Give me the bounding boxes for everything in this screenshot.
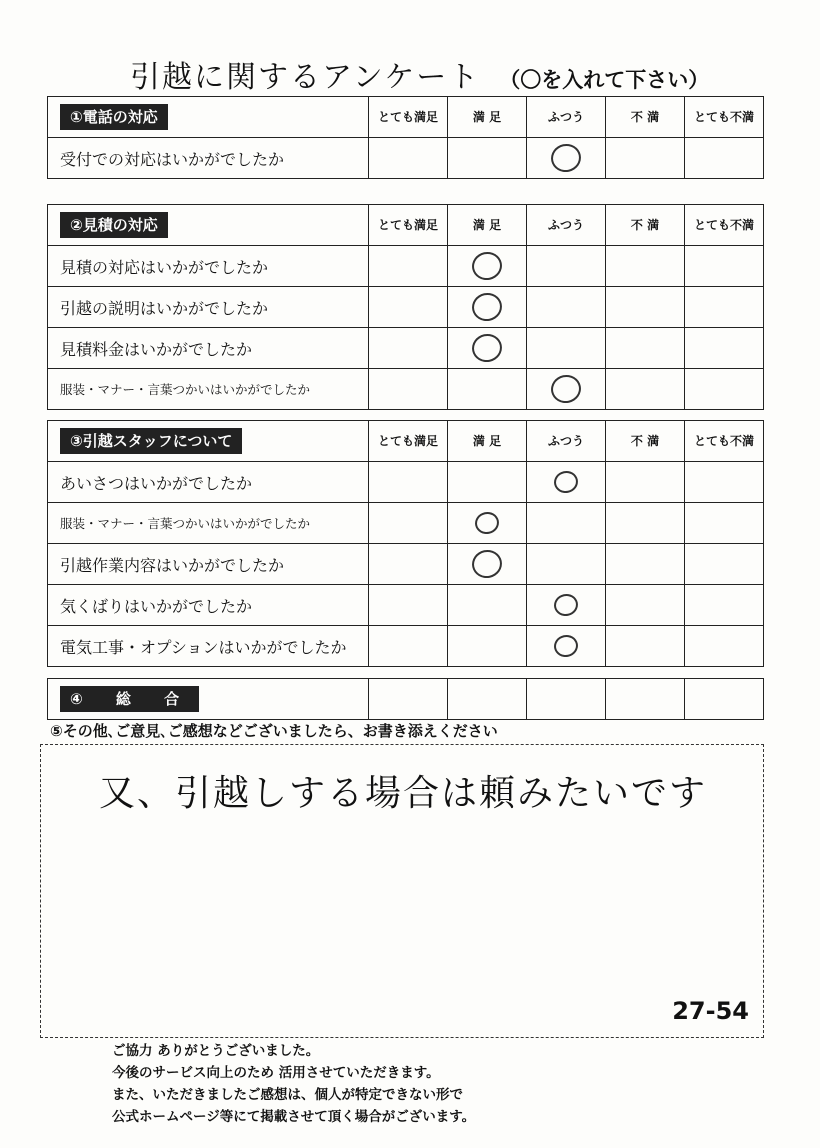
section-overall-table <box>47 678 764 720</box>
col-normal: ふつう <box>527 97 606 138</box>
answer-cell[interactable] <box>685 328 764 369</box>
answer-cell[interactable] <box>527 287 606 328</box>
col-very-dissatisfied: とても不満 <box>685 97 764 138</box>
question-row <box>48 138 764 179</box>
answer-cell[interactable] <box>606 585 685 626</box>
question-text: 受付での対応はいかがでしたか <box>48 138 369 179</box>
answer-cell[interactable] <box>527 246 606 287</box>
answer-cell[interactable] <box>448 679 527 720</box>
question-row <box>48 287 764 328</box>
circle-mark <box>469 290 504 324</box>
section-label-cell <box>48 97 369 138</box>
answer-cell[interactable] <box>685 369 764 410</box>
answer-cell[interactable] <box>606 503 685 544</box>
circle-mark <box>548 372 583 406</box>
answer-cell[interactable] <box>369 369 448 410</box>
col-normal: ふつう <box>527 205 606 246</box>
answer-cell[interactable] <box>527 328 606 369</box>
question-text: 服装・マナー・言葉つかいはいかがでしたか <box>48 503 369 544</box>
answer-cell[interactable] <box>369 287 448 328</box>
circle-mark <box>469 547 504 581</box>
answer-cell[interactable] <box>606 679 685 720</box>
section-estimate-table <box>47 204 764 410</box>
answer-cell[interactable] <box>606 626 685 667</box>
answer-cell[interactable] <box>448 287 527 328</box>
circle-mark <box>473 510 501 537</box>
section-phone-table <box>47 96 764 179</box>
footer-line: ご協力 ありがとうございました。 <box>112 1043 320 1059</box>
answer-cell[interactable] <box>527 138 606 179</box>
answer-cell[interactable] <box>448 626 527 667</box>
answer-cell[interactable] <box>448 369 527 410</box>
circle-mark <box>552 469 580 496</box>
handwritten-comment: 又、引越しする場合は頼みたいです <box>99 773 708 814</box>
question-row <box>48 503 764 544</box>
section-staff-table <box>47 420 764 667</box>
section-label: ④ 総 合 <box>60 686 199 712</box>
circle-mark <box>548 141 583 175</box>
answer-cell[interactable] <box>369 585 448 626</box>
question-text: あいさつはいかがでしたか <box>48 462 369 503</box>
footer-line: 今後のサービス向上のため 活用させていただきます。 <box>112 1065 440 1081</box>
section-header-row <box>48 205 764 246</box>
answer-cell[interactable] <box>685 246 764 287</box>
question-text: 引越作業内容はいかがでしたか <box>48 544 369 585</box>
answer-cell[interactable] <box>448 503 527 544</box>
answer-cell[interactable] <box>527 503 606 544</box>
answer-cell[interactable] <box>606 287 685 328</box>
section-label: ①電話の対応 <box>60 104 168 130</box>
answer-cell[interactable] <box>685 503 764 544</box>
answer-cell[interactable] <box>369 328 448 369</box>
answer-cell[interactable] <box>527 544 606 585</box>
answer-cell[interactable] <box>527 585 606 626</box>
col-dissatisfied: 不 満 <box>606 205 685 246</box>
question-row <box>48 328 764 369</box>
answer-cell[interactable] <box>685 287 764 328</box>
section-header-row <box>48 97 764 138</box>
answer-cell[interactable] <box>685 626 764 667</box>
answer-cell[interactable] <box>685 585 764 626</box>
circle-mark <box>469 249 504 283</box>
survey-title <box>130 52 750 95</box>
footer-line: 公式ホームページ等にて掲載させて頂く場合がございます。 <box>112 1109 476 1125</box>
circle-mark <box>552 633 580 660</box>
answer-cell[interactable] <box>527 462 606 503</box>
answer-cell[interactable] <box>369 246 448 287</box>
question-text: 電気工事・オプションはいかがでしたか <box>48 626 369 667</box>
col-very-satisfied: とても満足 <box>369 205 448 246</box>
answer-cell[interactable] <box>369 503 448 544</box>
question-row <box>48 544 764 585</box>
other-comments-title: ⑤その他､ご意見､ご感想などございましたら、お書き添えください <box>50 722 498 740</box>
col-satisfied: 満 足 <box>448 205 527 246</box>
answer-cell[interactable] <box>369 626 448 667</box>
section-label-cell <box>48 205 369 246</box>
answer-cell[interactable] <box>448 328 527 369</box>
question-text: 気くばりはいかがでしたか <box>48 585 369 626</box>
answer-cell[interactable] <box>606 246 685 287</box>
answer-cell[interactable] <box>606 138 685 179</box>
answer-cell[interactable] <box>448 585 527 626</box>
question-row <box>48 585 764 626</box>
title-main: 引越に関するアンケート <box>130 60 481 95</box>
answer-cell[interactable] <box>685 138 764 179</box>
col-very-dissatisfied: とても不満 <box>685 205 764 246</box>
question-row <box>48 246 764 287</box>
question-row <box>48 462 764 503</box>
footer-note <box>112 1040 475 1128</box>
form-code: 27-54 <box>672 997 749 1025</box>
col-very-dissatisfied: とても不満 <box>685 421 764 462</box>
answer-cell[interactable] <box>606 462 685 503</box>
question-text: 見積の対応はいかがでしたか <box>48 246 369 287</box>
circle-mark <box>469 331 504 365</box>
answer-cell[interactable] <box>685 544 764 585</box>
section-label-cell <box>48 421 369 462</box>
answer-cell[interactable] <box>527 369 606 410</box>
col-satisfied: 満 足 <box>448 97 527 138</box>
answer-cell[interactable] <box>606 328 685 369</box>
col-normal: ふつう <box>527 421 606 462</box>
question-row <box>48 626 764 667</box>
title-note: （〇を入れて下さい） <box>499 68 710 92</box>
section-header-row <box>48 421 764 462</box>
answer-cell[interactable] <box>448 138 527 179</box>
comment-box[interactable] <box>40 744 764 1038</box>
answer-cell[interactable] <box>369 679 448 720</box>
col-very-satisfied: とても満足 <box>369 97 448 138</box>
answer-cell[interactable] <box>527 626 606 667</box>
section-label-cell <box>48 679 369 720</box>
answer-cell[interactable] <box>685 462 764 503</box>
answer-cell[interactable] <box>369 138 448 179</box>
answer-cell[interactable] <box>448 544 527 585</box>
answer-cell[interactable] <box>606 369 685 410</box>
answer-cell[interactable] <box>606 544 685 585</box>
footer-line: また、いただきましたご感想は、個人が特定できない形で <box>112 1087 463 1103</box>
circle-mark <box>552 592 580 619</box>
answer-cell[interactable] <box>685 679 764 720</box>
answer-cell[interactable] <box>369 544 448 585</box>
answer-cell[interactable] <box>527 679 606 720</box>
overall-row <box>48 679 764 720</box>
col-dissatisfied: 不 満 <box>606 97 685 138</box>
answer-cell[interactable] <box>448 462 527 503</box>
question-text: 服装・マナー・言葉つかいはいかがでしたか <box>48 369 369 410</box>
col-dissatisfied: 不 満 <box>606 421 685 462</box>
answer-cell[interactable] <box>369 462 448 503</box>
section-label: ②見積の対応 <box>60 212 168 238</box>
col-satisfied: 満 足 <box>448 421 527 462</box>
section-label: ③引越スタッフについて <box>60 428 242 454</box>
col-very-satisfied: とても満足 <box>369 421 448 462</box>
question-row <box>48 369 764 410</box>
question-text: 引越の説明はいかがでしたか <box>48 287 369 328</box>
answer-cell[interactable] <box>448 246 527 287</box>
question-text: 見積料金はいかがでしたか <box>48 328 369 369</box>
